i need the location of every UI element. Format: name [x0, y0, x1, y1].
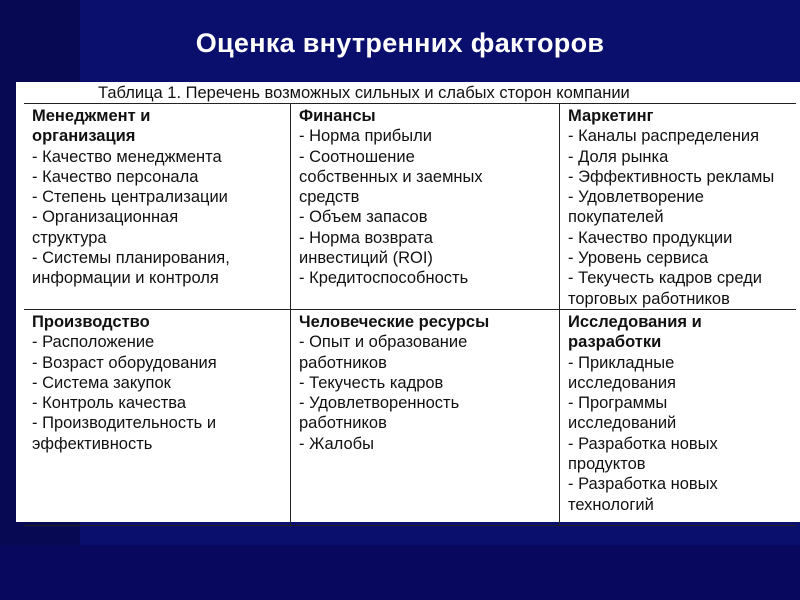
- cell-item: - Удовлетворение: [568, 188, 704, 207]
- cell-item: исследования: [568, 373, 676, 392]
- table-caption: Таблица 1. Перечень возможных сильных и слабых сторон компании: [98, 84, 630, 102]
- cell-item: покупателей: [568, 208, 664, 227]
- cell-item: - Возраст оборудования: [32, 353, 217, 372]
- cell-item: - Норма прибыли: [299, 127, 432, 146]
- cell-item: - Объем запасов: [299, 208, 428, 227]
- cell-item: - Производительность и: [32, 414, 217, 433]
- cell-item: - Системы планирования,: [32, 249, 230, 268]
- cell-item: инвестиций (ROI): [299, 249, 433, 268]
- cell-heading: Производство: [32, 312, 150, 331]
- cell-item: исследований: [568, 414, 677, 433]
- cell-item: - Соотношение: [299, 147, 415, 166]
- table-row: [24, 309, 796, 525]
- cell-item: работников: [299, 353, 387, 372]
- cell-item: - Качество персонала: [32, 167, 199, 186]
- cell-heading: разработки: [568, 333, 662, 352]
- cell-item: средств: [299, 188, 360, 207]
- cell-item: собственных и заемных: [299, 167, 483, 186]
- table-row: [24, 104, 796, 310]
- table-cell: [560, 104, 797, 310]
- cell-item: работников: [299, 414, 387, 433]
- background-shade-bottom: [0, 545, 800, 600]
- cell-item: - Разработка новых: [568, 475, 718, 494]
- scanned-table-sheet: [16, 82, 800, 522]
- cell-item: - Опыт и образование: [299, 333, 468, 352]
- cell-item: - Система закупок: [32, 373, 171, 392]
- cell-heading: Маркетинг: [568, 107, 654, 125]
- cell-heading: организация: [32, 127, 136, 146]
- cell-item: - Качество продукции: [568, 228, 733, 247]
- cell-item: - Степень централизации: [32, 188, 228, 207]
- cell-item: - Жалобы: [299, 434, 374, 453]
- cell-item: - Организационная: [32, 208, 179, 227]
- cell-item: - Эффективность рекламы: [568, 167, 775, 186]
- cell-heading: Исследования и: [568, 312, 702, 331]
- cell-item: эффективность: [32, 434, 153, 453]
- cell-item: - Уровень сервиса: [568, 249, 709, 268]
- slide-title: Оценка внутренних факторов: [195, 28, 605, 58]
- cell-item: - Доля рынка: [568, 147, 669, 166]
- cell-item: - Разработка новых: [568, 434, 718, 453]
- cell-item: - Каналы распределения: [568, 127, 760, 146]
- cell-item: технологий: [568, 495, 654, 514]
- cell-heading: Человеческие ресурсы: [299, 312, 490, 331]
- cell-item: - Норма возврата: [299, 228, 433, 247]
- cell-heading: Финансы: [299, 107, 376, 125]
- table-cell: [24, 309, 291, 525]
- cell-item: - Текучесть кадров среди: [568, 269, 762, 288]
- table-cell: [291, 104, 560, 310]
- cell-item: торговых работников: [568, 289, 730, 308]
- cell-heading: Менеджмент и: [32, 107, 151, 125]
- cell-item: структура: [32, 228, 107, 247]
- cell-item: - Контроль качества: [32, 394, 187, 413]
- cell-item: - Расположение: [32, 333, 155, 352]
- cell-item: - Текучесть кадров: [299, 373, 444, 392]
- table-cell: [560, 309, 797, 525]
- cell-item: - Кредитоспособность: [299, 269, 469, 288]
- cell-item: - Прикладные: [568, 353, 675, 372]
- cell-item: - Качество менеджмента: [32, 147, 222, 166]
- cell-item: - Программы: [568, 394, 668, 413]
- cell-item: продуктов: [568, 455, 646, 474]
- factors-table: [24, 103, 796, 526]
- table-cell: [291, 309, 560, 525]
- cell-item: информации и контроля: [32, 269, 219, 288]
- cell-item: - Удовлетворенность: [299, 394, 460, 413]
- table-cell: [24, 104, 291, 310]
